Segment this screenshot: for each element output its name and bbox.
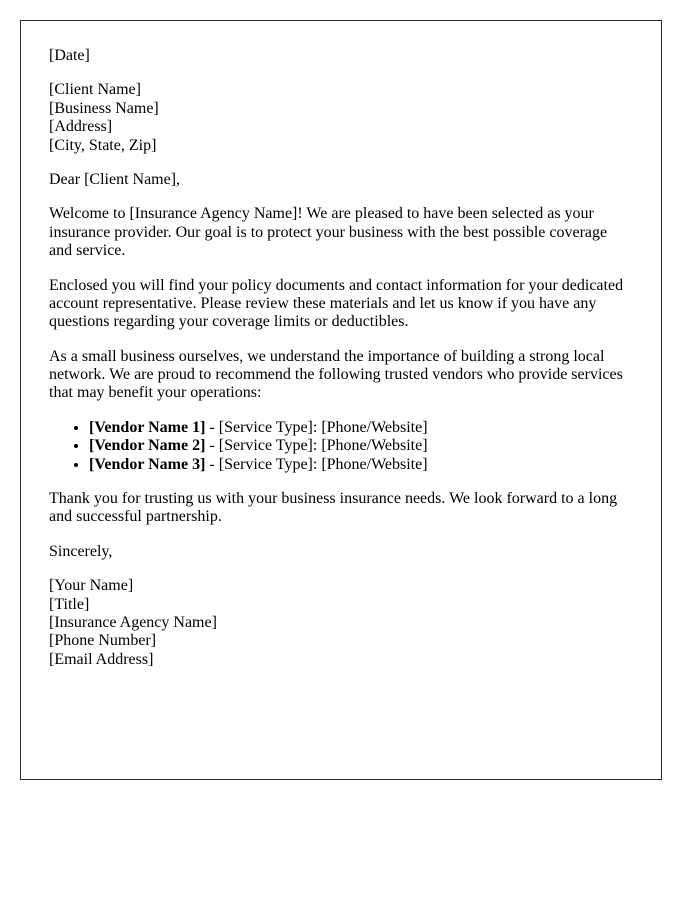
vendor-name: [Vendor Name 1]: [89, 418, 206, 436]
paragraph-welcome: Welcome to [Insurance Agency Name]! We are pleased to have been selected as your insurance provider. Our goal is to protect your business with the best possible coverage and service.: [49, 205, 608, 260]
vendor-details: - [Service Type]: [Phone/Website]: [205, 437, 428, 455]
paragraph-thanks: Thank you for trusting us with your business insurance needs. We look forward to a long and successful partnership.: [49, 490, 618, 526]
recipient-address-block: [49, 81, 633, 155]
salutation: Dear [Client Name],: [49, 170, 181, 188]
vendor-name: [Vendor Name 3]: [89, 455, 206, 473]
vendor-item: [89, 456, 633, 474]
signature-title: [Title]: [49, 595, 90, 613]
signoff: Sincerely,: [49, 542, 113, 560]
vendor-item: [89, 437, 633, 455]
recipient-client-name: [Client Name]: [49, 81, 141, 99]
recipient-address: [Address]: [49, 118, 113, 136]
recipient-business-name: [Business Name]: [49, 99, 159, 117]
signature-block: [49, 577, 633, 669]
date-line: [Date]: [49, 47, 90, 64]
vendor-list: [49, 419, 633, 474]
signature-phone: [Phone Number]: [49, 632, 157, 650]
vendor-item: [89, 419, 633, 437]
vendor-details: - [Service Type]: [Phone/Website]: [205, 455, 428, 473]
letter-document: [20, 20, 662, 780]
paragraph-enclosed: Enclosed you will find your policy documents and contact information for your dedicated account representative. Please review these materials and let us know if you have any questions regarding your coverage limits or deductibles.: [49, 276, 624, 331]
signature-agency-name: [Insurance Agency Name]: [49, 613, 217, 631]
vendor-details: - [Service Type]: [Phone/Website]: [205, 418, 428, 436]
recipient-city-state-zip: [City, State, Zip]: [49, 136, 157, 154]
signature-email: [Email Address]: [49, 650, 154, 668]
paragraph-network: As a small business ourselves, we understand the importance of building a strong local network. We are proud to recommend the following trusted vendors who provide services that may benefit your operations:: [49, 347, 623, 402]
vendor-name: [Vendor Name 2]: [89, 437, 206, 455]
signature-your-name: [Your Name]: [49, 577, 134, 595]
